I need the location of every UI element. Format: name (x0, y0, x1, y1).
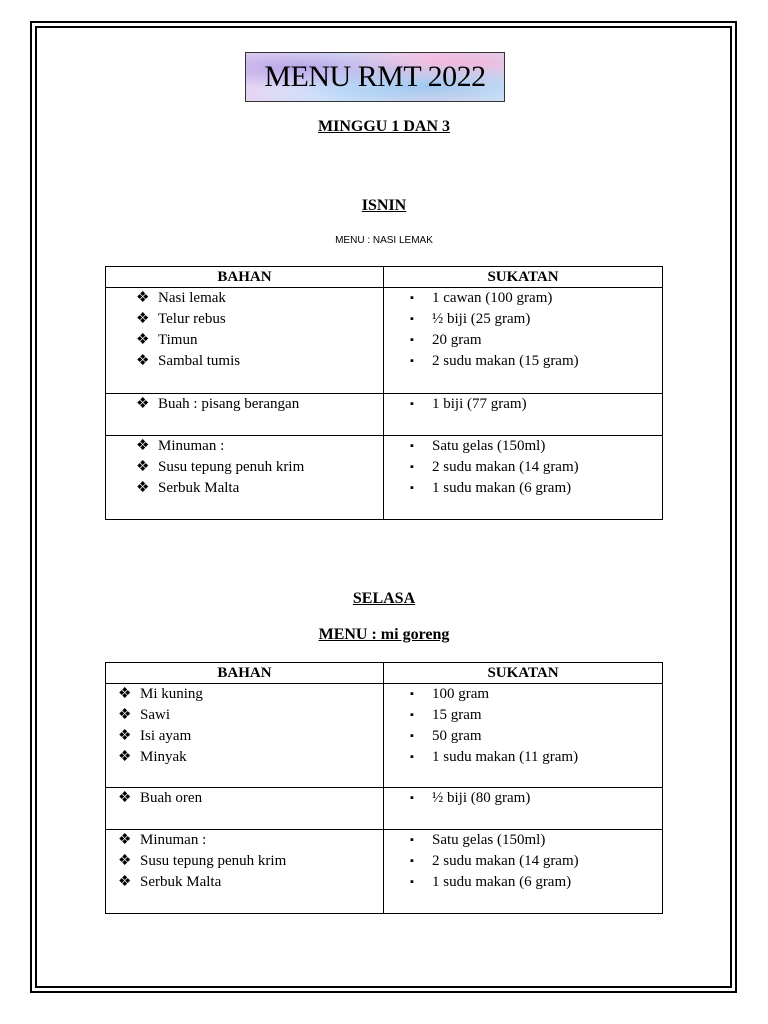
bahan-cell (106, 788, 384, 830)
item-label: 2 sudu makan (14 gram) (432, 853, 579, 869)
bahan-cell (106, 288, 384, 394)
list-item (106, 436, 383, 457)
diamond-bullet-icon: ❖ (136, 396, 150, 412)
item-label: Minuman : (158, 438, 225, 454)
diamond-bullet-icon: ❖ (136, 311, 150, 327)
square-bullet-icon: ▪ (410, 876, 414, 888)
item-label: ½ biji (80 gram) (432, 790, 531, 806)
item-label: 15 gram (432, 707, 482, 723)
column-header-bahan: BAHAN (106, 267, 384, 288)
list-item (106, 394, 383, 415)
square-bullet-icon: ▪ (410, 292, 414, 304)
day-heading-selasa: SELASA (352, 590, 416, 607)
table-row (106, 684, 663, 788)
list-item (106, 351, 383, 372)
list-item (384, 872, 662, 893)
list-item (106, 747, 383, 768)
sukatan-list (384, 288, 662, 372)
table-row (106, 288, 663, 394)
square-bullet-icon: ▪ (410, 482, 414, 494)
square-bullet-icon: ▪ (410, 709, 414, 721)
item-label: 1 cawan (100 gram) (432, 290, 553, 306)
list-item (106, 478, 383, 499)
list-item (384, 436, 662, 457)
sukatan-cell (384, 436, 663, 520)
list-item (106, 872, 383, 893)
list-item (384, 830, 662, 851)
list-item (384, 851, 662, 872)
square-bullet-icon: ▪ (410, 398, 414, 410)
table-header-row (106, 663, 663, 684)
item-label: 1 biji (77 gram) (432, 396, 527, 412)
diamond-bullet-icon: ❖ (118, 874, 132, 890)
item-label: Telur rebus (158, 311, 226, 327)
item-label: 20 gram (432, 332, 482, 348)
item-label: 2 sudu makan (14 gram) (432, 459, 579, 475)
week-subtitle: MINGGU 1 DAN 3 (318, 118, 450, 135)
document-title: MENU RMT 2022 (245, 52, 505, 102)
sukatan-cell (384, 394, 663, 436)
table-row (106, 830, 663, 914)
list-item (384, 478, 662, 499)
table-row (106, 436, 663, 520)
diamond-bullet-icon: ❖ (136, 438, 150, 454)
item-label: Timun (158, 332, 198, 348)
item-label: Serbuk Malta (158, 480, 240, 496)
bahan-cell (106, 436, 384, 520)
diamond-bullet-icon: ❖ (118, 707, 132, 723)
list-item (384, 457, 662, 478)
bahan-list (106, 288, 383, 372)
list-item (106, 288, 383, 309)
list-item (384, 351, 662, 372)
list-item (384, 788, 662, 809)
item-label: Nasi lemak (158, 290, 226, 306)
item-label: Satu gelas (150ml) (432, 832, 546, 848)
diamond-bullet-icon: ❖ (136, 332, 150, 348)
table-header-row (106, 267, 663, 288)
square-bullet-icon: ▪ (410, 313, 414, 325)
list-item (384, 684, 662, 705)
table-row (106, 394, 663, 436)
bahan-cell (106, 394, 384, 436)
list-item (106, 684, 383, 705)
diamond-bullet-icon: ❖ (118, 749, 132, 765)
item-label: Isi ayam (140, 728, 192, 744)
list-item (106, 330, 383, 351)
bahan-cell (106, 684, 384, 788)
square-bullet-icon: ▪ (410, 792, 414, 804)
day-heading-isnin: ISNIN (361, 197, 407, 214)
menu-line-selasa: MENU : mi goreng (318, 626, 450, 643)
bahan-cell (106, 830, 384, 914)
square-bullet-icon: ▪ (410, 834, 414, 846)
item-label: Minyak (140, 749, 187, 765)
diamond-bullet-icon: ❖ (136, 290, 150, 306)
square-bullet-icon: ▪ (410, 855, 414, 867)
column-header-bahan: BAHAN (106, 663, 384, 684)
bahan-list (106, 830, 383, 893)
item-label: Susu tepung penuh krim (140, 853, 287, 869)
list-item (106, 788, 383, 809)
bahan-list (106, 788, 383, 809)
bahan-list (106, 684, 383, 768)
item-label: Minuman : (140, 832, 207, 848)
sukatan-list (384, 394, 662, 415)
square-bullet-icon: ▪ (410, 730, 414, 742)
list-item (384, 330, 662, 351)
sukatan-cell (384, 684, 663, 788)
diamond-bullet-icon: ❖ (118, 832, 132, 848)
list-item (106, 830, 383, 851)
list-item (106, 851, 383, 872)
square-bullet-icon: ▪ (410, 688, 414, 700)
table-row (106, 788, 663, 830)
item-label: ½ biji (25 gram) (432, 311, 531, 327)
list-item (384, 705, 662, 726)
diamond-bullet-icon: ❖ (136, 480, 150, 496)
square-bullet-icon: ▪ (410, 751, 414, 763)
sukatan-cell (384, 830, 663, 914)
sukatan-list (384, 436, 662, 499)
list-item (384, 726, 662, 747)
item-label: 2 sudu makan (15 gram) (432, 353, 579, 369)
diamond-bullet-icon: ❖ (118, 728, 132, 744)
list-item (106, 457, 383, 478)
item-label: Mi kuning (140, 686, 203, 702)
item-label: Serbuk Malta (140, 874, 222, 890)
diamond-bullet-icon: ❖ (118, 853, 132, 869)
item-label: Susu tepung penuh krim (158, 459, 305, 475)
item-label: 1 sudu makan (6 gram) (432, 874, 572, 890)
square-bullet-icon: ▪ (410, 461, 414, 473)
square-bullet-icon: ▪ (410, 355, 414, 367)
diamond-bullet-icon: ❖ (136, 353, 150, 369)
sukatan-list (384, 830, 662, 893)
item-label: 50 gram (432, 728, 482, 744)
list-item (384, 309, 662, 330)
bahan-list (106, 436, 383, 499)
list-item (384, 394, 662, 415)
list-item (384, 288, 662, 309)
item-label: Buah : pisang berangan (158, 396, 300, 412)
square-bullet-icon: ▪ (410, 440, 414, 452)
item-label: 100 gram (432, 686, 490, 702)
square-bullet-icon: ▪ (410, 334, 414, 346)
diamond-bullet-icon: ❖ (118, 686, 132, 702)
list-item (106, 309, 383, 330)
menu-line-isnin: MENU : NASI LEMAK (335, 235, 433, 246)
item-label: Satu gelas (150ml) (432, 438, 546, 454)
sukatan-list (384, 684, 662, 768)
menu-table-isnin (105, 266, 663, 520)
item-label: 1 sudu makan (11 gram) (432, 749, 579, 765)
column-header-sukatan: SUKATAN (384, 663, 663, 684)
column-header-sukatan: SUKATAN (384, 267, 663, 288)
list-item (106, 726, 383, 747)
item-label: 1 sudu makan (6 gram) (432, 480, 572, 496)
item-label: Sambal tumis (158, 353, 241, 369)
item-label: Sawi (140, 707, 170, 723)
diamond-bullet-icon: ❖ (118, 790, 132, 806)
list-item (384, 747, 662, 768)
sukatan-cell (384, 788, 663, 830)
sukatan-cell (384, 288, 663, 394)
diamond-bullet-icon: ❖ (136, 459, 150, 475)
sukatan-list (384, 788, 662, 809)
item-label: Buah oren (140, 790, 203, 806)
bahan-list (106, 394, 383, 415)
list-item (106, 705, 383, 726)
menu-table-selasa (105, 662, 663, 914)
